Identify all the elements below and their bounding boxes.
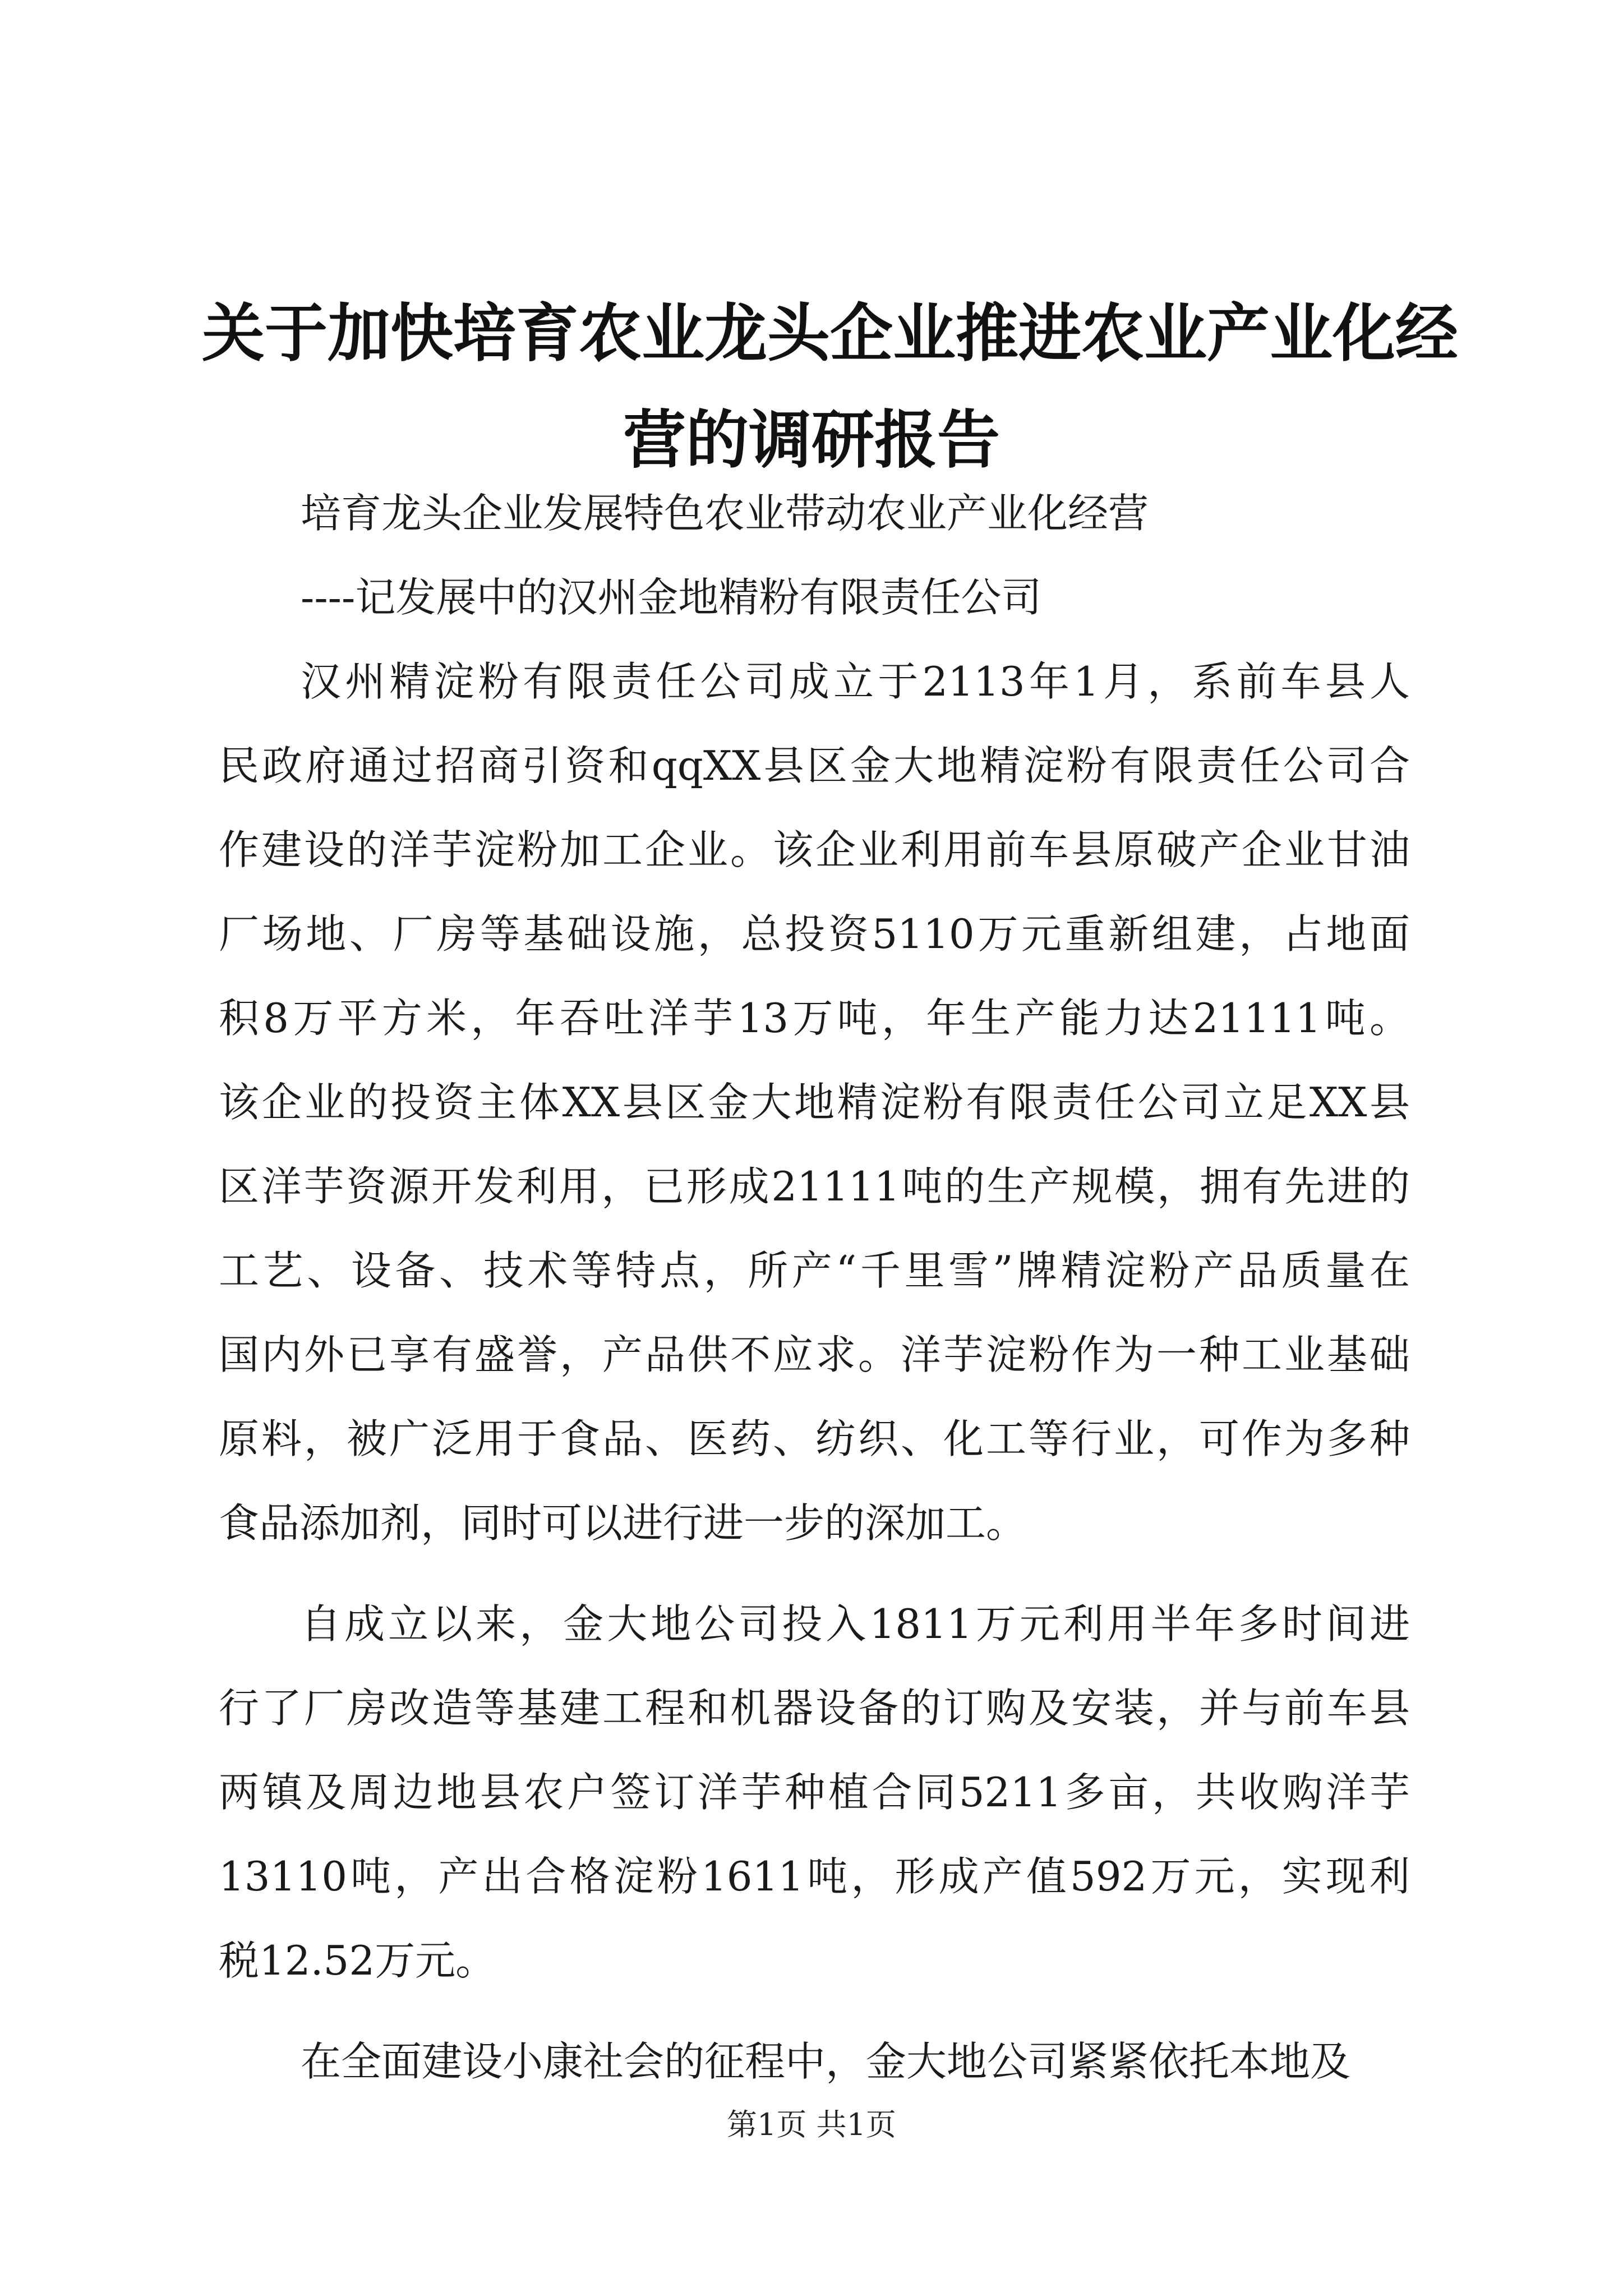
document-body — [219, 471, 1410, 2104]
paragraph-gap — [219, 1565, 1410, 1582]
paragraph-line: 行了厂房改造等基建工程和机器设备的订购及安装，并与前车县 — [219, 1685, 1410, 1732]
paragraph-gap — [219, 2003, 1410, 2019]
paragraph-line: 税12.52万元。 — [219, 1937, 496, 1984]
title-line-1: 关于加快培育农业龙头企业推进农业产业化经 — [202, 297, 1458, 370]
paragraph-line: 民政府通过招商引资和qqXX县区金大地精淀粉有限责任公司合 — [219, 742, 1410, 789]
document-subtitle: 培育龙头企业发展特色农业带动农业产业化经营 — [301, 490, 1149, 537]
paragraph-line: 工艺、设备、技术等特点，所产“千里雪”牌精淀粉产品质量在 — [219, 1247, 1410, 1294]
document-subnote: ----记发展中的汉州金地精粉有限责任公司 — [301, 574, 1042, 621]
paragraph-line: 区洋芋资源开发利用，已形成21111吨的生产规模，拥有先进的 — [219, 1163, 1410, 1210]
title-line-2: 营的调研报告 — [623, 404, 1000, 477]
paragraph-line: 自成立以来，金大地公司投入1811万元利用半年多时间进 — [301, 1600, 1410, 1648]
paragraph-line: 汉州精淀粉有限责任公司成立于2113年1月，系前车县人 — [301, 658, 1410, 705]
paragraph-1 — [219, 639, 1410, 1565]
paragraph-line: 两镇及周边地县农户签订洋芋种植合同5211多亩，共收购洋芋 — [219, 1769, 1410, 1816]
paragraph-2 — [219, 1582, 1410, 2003]
paragraph-line: 原料，被广泛用于食品、医药、纺织、化工等行业，可作为多种 — [219, 1415, 1410, 1462]
paragraph-line: 13110吨，产出合格淀粉1611吨，形成产值592万元，实现利 — [219, 1853, 1410, 1900]
paragraph-line: 作建设的洋芋淀粉加工企业。该企业利用前车县原破产企业甘油 — [219, 826, 1410, 873]
paragraph-line: 食品添加剂，同时可以进行进一步的深加工。 — [219, 1499, 1027, 1547]
paragraph-line: 积8万平方米，年吞吐洋芋13万吨，年生产能力达21111吨。 — [219, 995, 1410, 1042]
paragraph-line: 在全面建设小康社会的征程中，金大地公司紧紧依托本地及 — [301, 2038, 1351, 2085]
page-footer: 第1页 共1页 — [727, 2107, 896, 2142]
document-title — [202, 280, 1458, 494]
paragraph-3 — [219, 2019, 1410, 2104]
paragraph-line: 该企业的投资主体XX县区金大地精淀粉有限责任公司立足XX县 — [219, 1079, 1410, 1126]
paragraph-line: 国内外已享有盛誉，产品供不应求。洋芋淀粉作为一种工业基础 — [219, 1331, 1410, 1378]
paragraph-line: 厂场地、厂房等基础设施，总投资5110万元重新组建，占地面 — [219, 910, 1410, 958]
